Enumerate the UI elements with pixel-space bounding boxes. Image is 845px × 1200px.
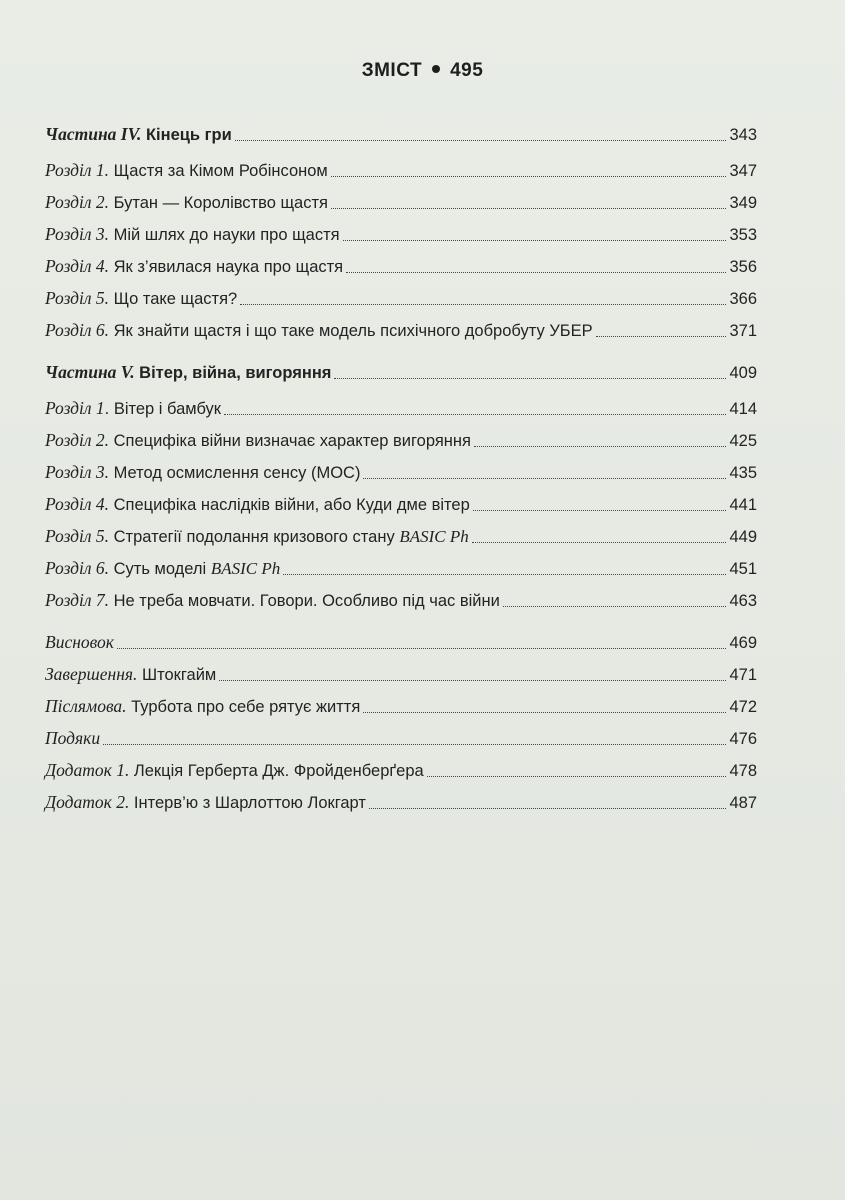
toc-entry-text: Не треба мовчати. Говори. Особливо під час війни bbox=[109, 592, 500, 610]
dot-leader bbox=[346, 272, 726, 273]
toc-entry-text: Інтерв’ю з Шарлоттою Локгарт bbox=[129, 794, 366, 812]
toc-entry-text: Метод осмислення сенсу (МОС) bbox=[109, 464, 361, 482]
page-number: 495 bbox=[450, 60, 484, 81]
toc-entry-label: Розділ 5. bbox=[45, 526, 110, 546]
toc-entry-label: Розділ 1. bbox=[45, 160, 110, 180]
toc-entry-label: Розділ 3. bbox=[45, 462, 110, 482]
dot-leader bbox=[334, 378, 726, 379]
dot-leader bbox=[369, 808, 727, 809]
toc-entry-text: Бутан — Королівство щастя bbox=[109, 194, 328, 212]
toc-entry-label: Частина V. bbox=[45, 362, 135, 382]
toc-entry bbox=[45, 756, 757, 782]
toc-entry-page: 409 bbox=[729, 364, 757, 382]
toc-entry-page: 435 bbox=[729, 464, 757, 482]
toc-entry-label: Післямова. bbox=[45, 696, 127, 716]
toc-entry-text: Турбота про себе рятує життя bbox=[126, 698, 361, 716]
toc-entry bbox=[45, 660, 757, 686]
toc-entry-text: Стратегії подолання кризового стану bbox=[109, 528, 400, 546]
toc-entry-page: 343 bbox=[729, 126, 757, 144]
toc-entry bbox=[45, 156, 757, 182]
toc-entry bbox=[45, 554, 757, 580]
toc-entry-page: 463 bbox=[729, 592, 757, 610]
toc-entry bbox=[45, 316, 757, 342]
toc-entry-text: Штокгайм bbox=[137, 666, 217, 684]
toc-entry-text: Вітер, війна, вигоряння bbox=[134, 364, 332, 382]
toc-entry bbox=[45, 394, 757, 420]
toc-entry-italic: BASIC Ph bbox=[399, 527, 469, 546]
toc-entry-text: Кінець гри bbox=[141, 126, 232, 144]
toc-entry-label: Розділ 3. bbox=[45, 224, 110, 244]
toc-entry bbox=[45, 692, 757, 718]
dot-leader bbox=[224, 414, 726, 415]
toc-entry-page: 371 bbox=[729, 322, 757, 340]
dot-leader bbox=[472, 542, 727, 543]
toc-entry-page: 425 bbox=[729, 432, 757, 450]
toc-entry-italic: BASIC Ph bbox=[210, 559, 281, 578]
toc-entry-page: 469 bbox=[729, 634, 757, 652]
toc-entry bbox=[45, 490, 757, 516]
toc-entry bbox=[45, 522, 757, 548]
toc-entry-label: Розділ 1 bbox=[45, 398, 105, 418]
toc-entry-page: 487 bbox=[729, 794, 757, 812]
toc-entry-text: Суть моделі bbox=[109, 560, 211, 578]
toc-entry bbox=[45, 188, 757, 214]
toc-entry-text: Специфіка війни визначає характер вигоряння bbox=[109, 432, 471, 450]
dot-leader bbox=[474, 446, 727, 447]
toc-entry-page: 478 bbox=[729, 762, 757, 780]
toc-entry bbox=[45, 358, 757, 384]
dot-leader bbox=[363, 478, 726, 479]
toc-entry-page: 472 bbox=[729, 698, 757, 716]
toc-entry-page: 366 bbox=[729, 290, 757, 308]
toc-entry bbox=[45, 724, 757, 750]
toc-entry-label: Розділ 2. bbox=[45, 192, 110, 212]
toc-entry-page: 449 bbox=[729, 528, 757, 546]
toc-entry-label: Висновок bbox=[45, 632, 114, 652]
dot-leader bbox=[219, 680, 726, 681]
toc-entry-label: Розділ 7. bbox=[45, 590, 110, 610]
toc-entry bbox=[45, 628, 757, 654]
toc-entry-text: . Вітер і бамбук bbox=[104, 400, 222, 418]
toc-entry bbox=[45, 120, 757, 146]
toc-entry-label: Розділ 4. bbox=[45, 256, 110, 276]
toc-entry-page: 356 bbox=[729, 258, 757, 276]
dot-leader bbox=[427, 776, 727, 777]
toc-entry bbox=[45, 426, 757, 452]
toc-entry-page: 441 bbox=[729, 496, 757, 514]
dot-leader bbox=[363, 712, 726, 713]
toc-entry-text: Як з’явилася наука про щастя bbox=[109, 258, 344, 276]
toc-entry bbox=[45, 586, 757, 612]
toc-entry-text: Специфіка наслідків війни, або Куди дме вітер bbox=[109, 496, 470, 514]
toc-entry-page: 476 bbox=[729, 730, 757, 748]
toc-entry bbox=[45, 788, 757, 814]
toc-entry-text: Мій шлях до науки про щастя bbox=[109, 226, 340, 244]
dot-leader bbox=[117, 648, 727, 649]
toc-entry-label: Розділ 6. bbox=[45, 320, 110, 340]
dot-leader bbox=[473, 510, 727, 511]
dot-leader bbox=[343, 240, 727, 241]
toc-entry-label: Додаток 1. bbox=[45, 760, 130, 780]
dot-leader bbox=[331, 176, 727, 177]
dot-leader bbox=[103, 744, 726, 745]
toc-entry-label: Додаток 2. bbox=[45, 792, 130, 812]
toc-entry-page: 353 bbox=[729, 226, 757, 244]
toc-entry bbox=[45, 220, 757, 246]
toc-entry-label: Розділ 4. bbox=[45, 494, 110, 514]
dot-leader bbox=[240, 304, 726, 305]
running-header bbox=[0, 60, 845, 82]
section-title: ЗМІСТ bbox=[361, 60, 423, 81]
toc-entry-text: Що таке щастя? bbox=[109, 290, 238, 308]
toc-entry-page: 471 bbox=[729, 666, 757, 684]
toc-entry bbox=[45, 252, 757, 278]
toc-entry-label: Розділ 5. bbox=[45, 288, 110, 308]
toc-entry-text: Щастя за Кімом Робінсоном bbox=[109, 162, 328, 180]
bullet-icon bbox=[432, 65, 440, 73]
toc-entry-label: Частина IV. bbox=[45, 124, 142, 144]
toc-entry-page: 451 bbox=[729, 560, 757, 578]
dot-leader bbox=[283, 574, 726, 575]
dot-leader bbox=[235, 140, 727, 141]
dot-leader bbox=[596, 336, 727, 337]
toc-entry-text: Як знайти щастя і що таке модель психічного добробуту УБЕР bbox=[109, 322, 593, 340]
toc-entry-label: Подяки bbox=[45, 728, 101, 748]
toc-entry bbox=[45, 284, 757, 310]
toc-entry-text: Лекція Герберта Дж. Фройденберґера bbox=[129, 762, 424, 780]
toc-entry-label: Розділ 6. bbox=[45, 558, 110, 578]
toc-entry-page: 349 bbox=[729, 194, 757, 212]
toc-entry-page: 347 bbox=[729, 162, 757, 180]
toc-entry-label: Розділ 2. bbox=[45, 430, 110, 450]
toc-entry-page: 414 bbox=[729, 400, 757, 418]
dot-leader bbox=[503, 606, 727, 607]
toc-entry-label: Завершення. bbox=[45, 664, 138, 684]
dot-leader bbox=[331, 208, 727, 209]
toc-entry bbox=[45, 458, 757, 484]
